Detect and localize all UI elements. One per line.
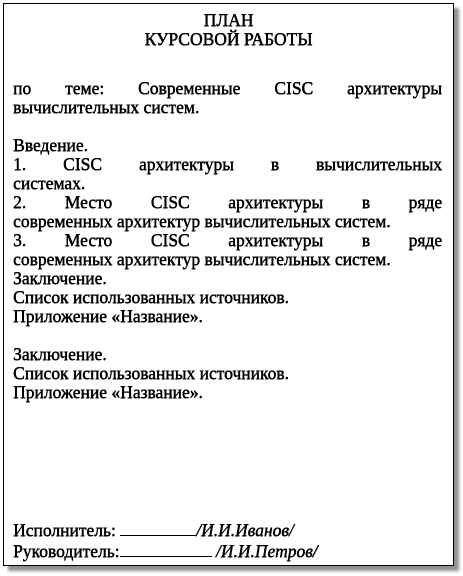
executor-signature-blank — [120, 521, 196, 536]
spacer — [13, 326, 442, 345]
plan-conclusion: Заключение. — [13, 268, 107, 288]
plan-word: архитектуры — [228, 192, 324, 212]
topic-word: теме: — [65, 78, 105, 98]
plan-item-2-line-2: современных архитектур вычислительных систем. — [13, 211, 391, 231]
plan-intro: Введение. — [13, 135, 88, 155]
plan-word: в — [270, 154, 280, 174]
plan-word: в — [361, 230, 370, 250]
plan-item-1-line-2: системах. — [13, 173, 86, 193]
plan-word: 1. — [13, 154, 27, 174]
supervisor-name: /И.И.Петров/ — [215, 541, 318, 561]
plan-item-3-line-1 — [13, 231, 442, 250]
plan-word: 3. — [13, 230, 27, 250]
document-title — [4, 11, 453, 49]
spacer — [13, 117, 442, 136]
plan-word: CISC — [150, 230, 190, 250]
plan-word: в — [361, 192, 370, 212]
plan-sources: Список использованных источников. — [13, 287, 289, 307]
plan-word: архитектуры — [138, 154, 234, 174]
plan-word: 2. — [13, 192, 27, 212]
plan-word: ряде — [408, 192, 442, 212]
plan-item-2-line-1 — [13, 193, 442, 212]
supervisor-signature-blank — [120, 542, 212, 557]
topic-word: CISC — [274, 78, 314, 98]
plan-word: ряде — [408, 230, 442, 250]
plan-word: Место — [64, 230, 113, 250]
topic-line-2: вычислительных систем. — [13, 97, 200, 117]
plan-word: CISC — [63, 154, 102, 174]
plan-item-3-line-2: современных архитектур вычислительных систем. — [13, 249, 391, 269]
document-body — [13, 79, 442, 402]
plan-word: Место — [64, 192, 113, 212]
document-sheet — [3, 3, 454, 566]
plan-word: архитектуры — [228, 230, 324, 250]
topic-line-1 — [13, 79, 442, 98]
repeat-appendix: Приложение «Название». — [13, 382, 203, 402]
topic-word: архитектуры — [346, 78, 442, 98]
repeat-sources: Список использованных источников. — [13, 363, 289, 383]
supervisor-line — [13, 542, 442, 563]
executor-line — [13, 521, 442, 542]
executor-name: /И.И.Иванов/ — [196, 520, 294, 540]
plan-appendix: Приложение «Название». — [13, 306, 203, 326]
supervisor-label: Руководитель: — [13, 541, 120, 561]
title-line-course-work: КУРСОВОЙ РАБОТЫ — [144, 29, 313, 49]
executor-label: Исполнитель: — [13, 520, 116, 540]
signature-block — [13, 521, 442, 563]
topic-word: по — [13, 78, 32, 98]
plan-word: вычислительных — [315, 154, 442, 174]
topic-word: Современные — [138, 78, 241, 98]
plan-word: CISC — [150, 192, 190, 212]
plan-item-1-line-1 — [13, 155, 442, 174]
repeat-conclusion: Заключение. — [13, 344, 107, 364]
title-line-plan: ПЛАН — [203, 10, 254, 30]
